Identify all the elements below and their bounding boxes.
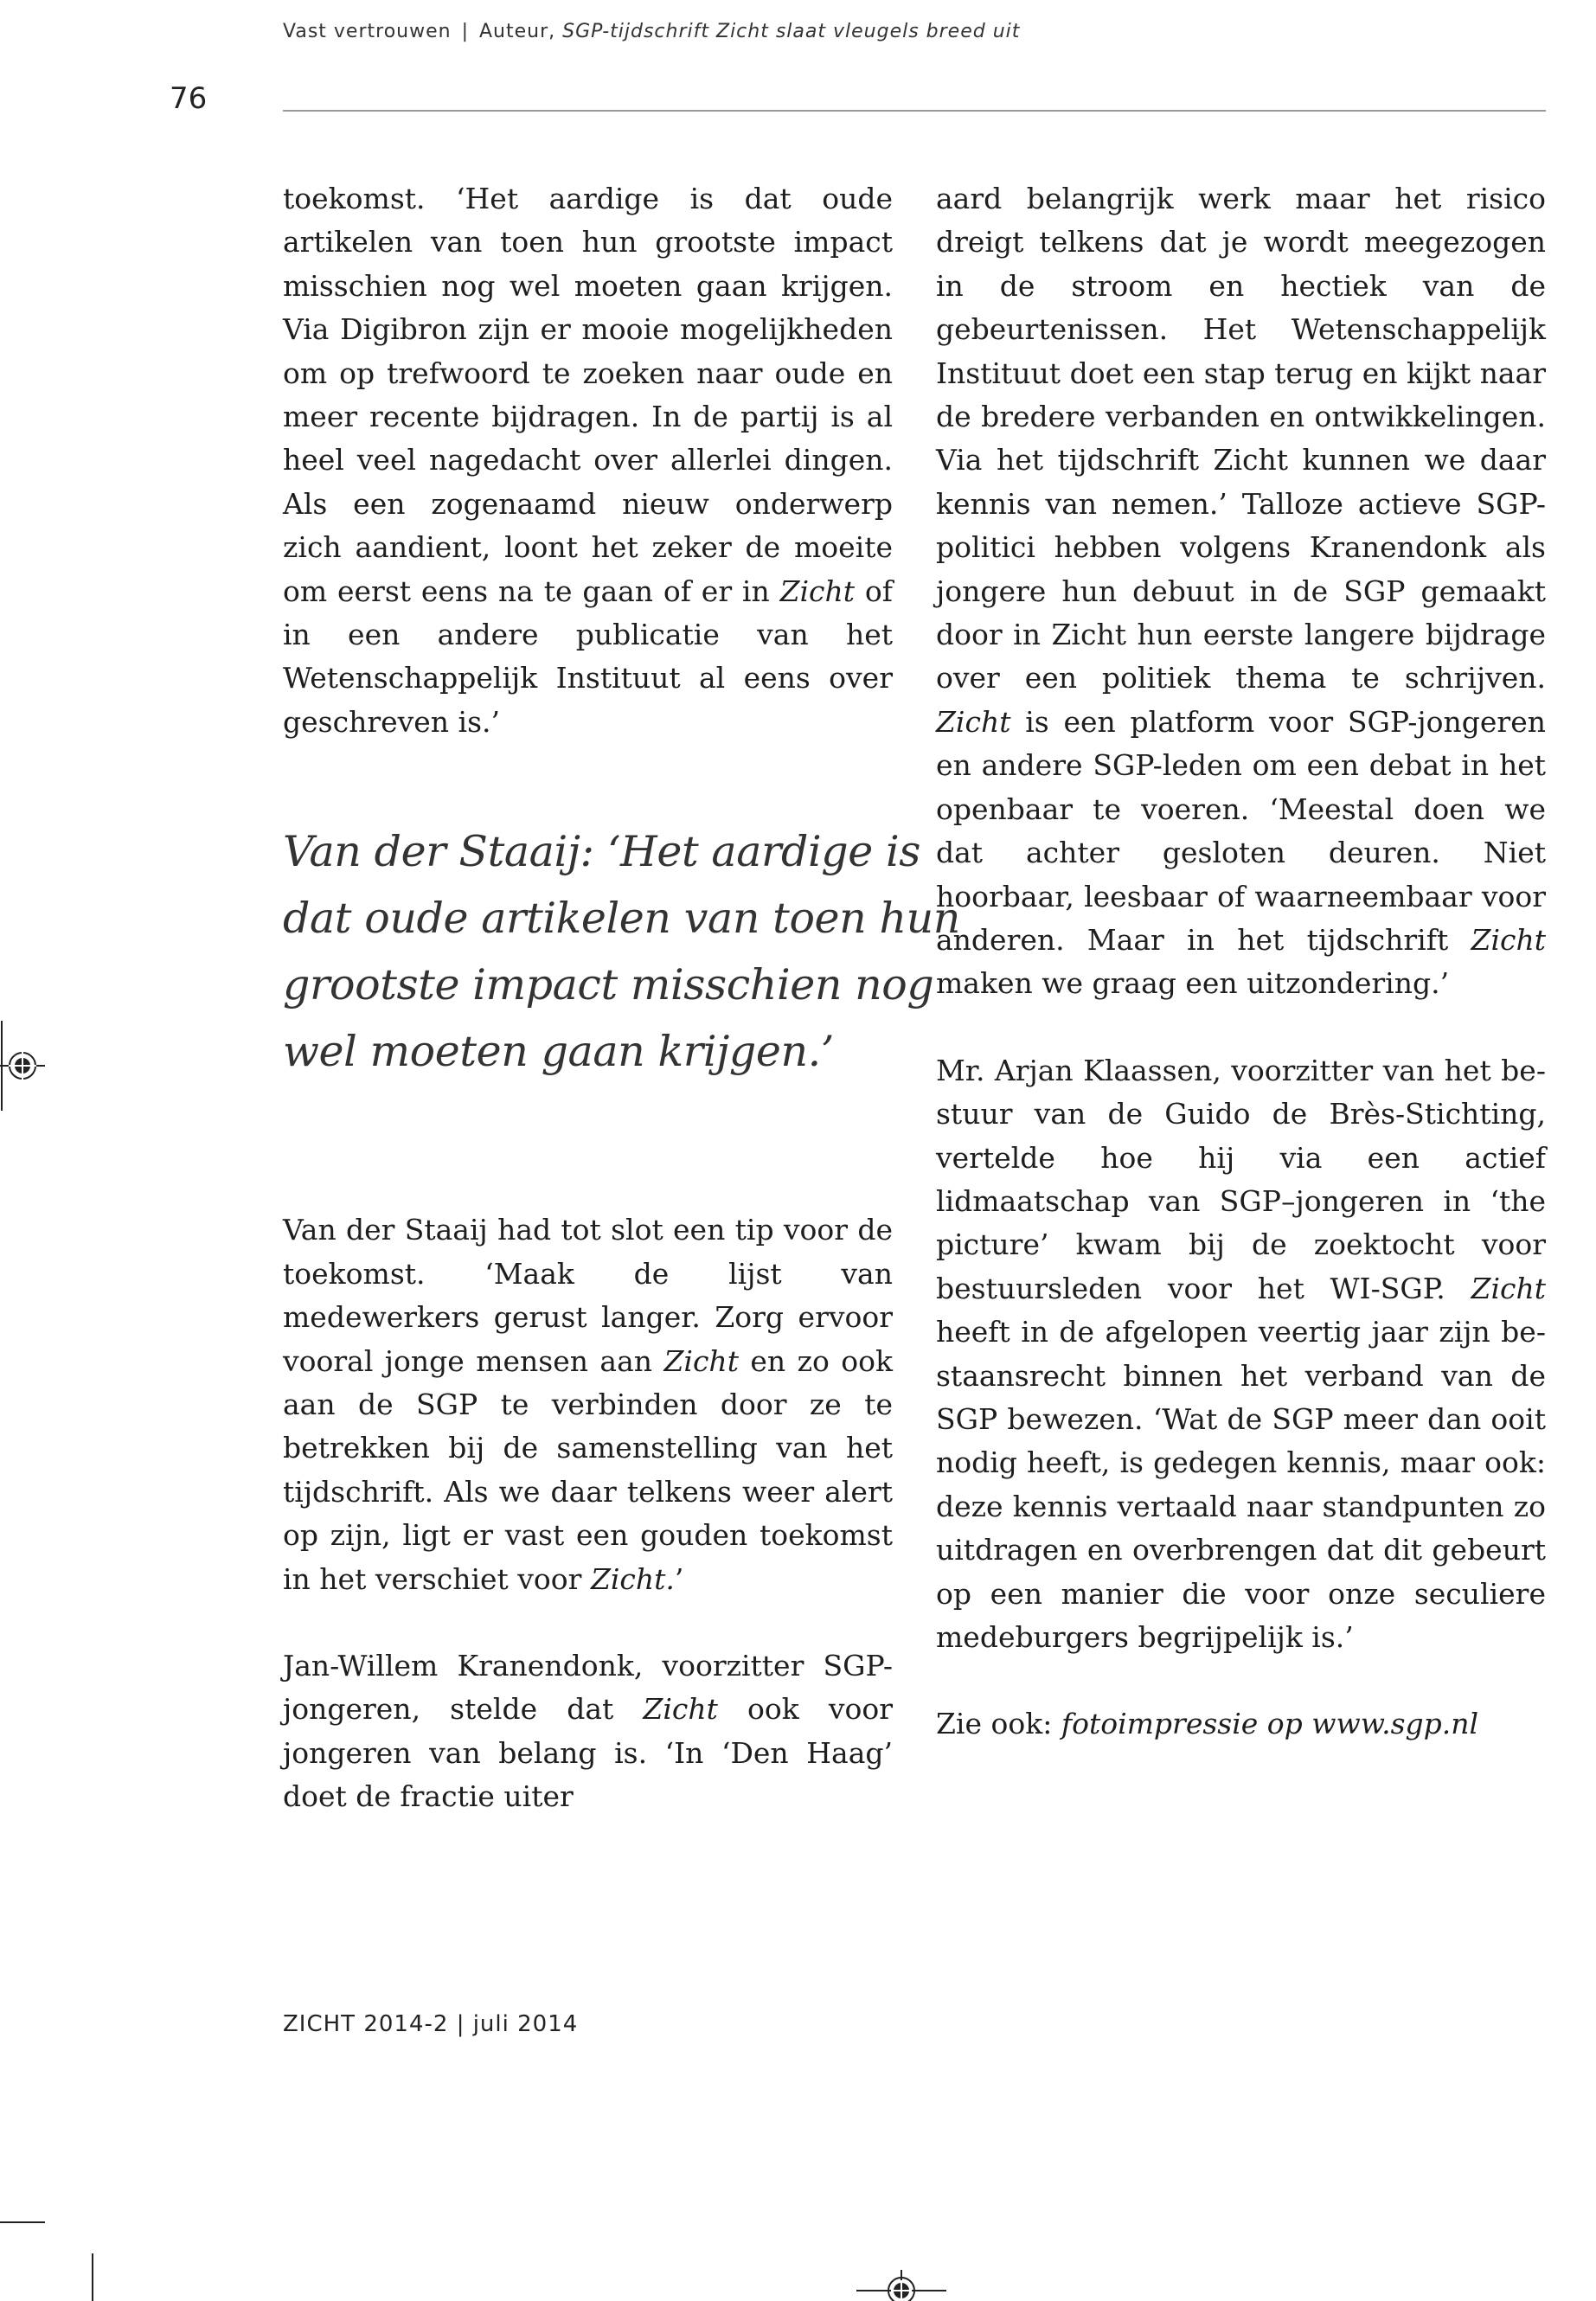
header-separator: | [461,21,469,42]
paragraph [936,177,1546,1006]
emphasis-text: Zicht [663,1343,739,1378]
emphasis-text: Zicht [1471,922,1546,957]
registration-mark-icon [856,2245,946,2301]
pull-quote [283,818,960,1085]
paragraph-text: ’ [674,1561,684,1596]
pull-quote-line: wel moeten gaan krijgen.’ [283,1027,834,1077]
right-column [936,177,1546,1747]
pull-quote-line: Van der Staaij: ‘Het aardige is [283,827,921,877]
emphasis-text: Zicht [779,574,856,608]
header-title: SGP-tijdschrift Zicht slaat vleugels breed uit [562,21,1021,42]
left-column [283,177,960,1819]
paragraph-text: Zie ook: [936,1707,1053,1741]
emphasis-text: Zicht [643,1692,718,1727]
paragraph [283,1208,893,1601]
paragraph-text: en zo ook aan de SGP te verbinden door ze te betrekken bij de samenstelling van het tijdschrift. Als we daar telkens weer alert op zijn, ligt er vast een gouden toekomst in het verschiet voor [283,1343,893,1596]
paragraph [283,177,893,744]
paragraph-text: toekomst. ‘Het aardige is dat oude artikelen van toen hun grootste impact misschien nog wel moeten gaan krijgen. Via Digibron zijn er mooie mogelijkheden om op trefwoord te zoeken naar oude en meer recente bijdragen. In de partij is al heel veel nagedacht over allerlei dingen. Als een zogenaamd nieuw onderwerp zich aandient, loont het zeker de moeite om eerst eens na te gaan of er in [283,182,893,608]
pull-quote-line: dat oude artikelen van toen hun [283,894,960,944]
paragraph [936,1049,1546,1660]
paragraph-text: Van der Staaij had tot slot een tip voor de toekomst. ‘Maak de lijst van medewerkers gerust langer. Zorg ervoor vooral jonge mensen aan [283,1213,893,1378]
see-also-link-text: fotoimpressie op www.sgp.nl [1061,1707,1479,1741]
paragraph-text: of in een andere publicatie van het Wetenschappelijk Instituut al eens over geschreven is.’ [283,574,893,739]
paragraph-text: heeft in de afgelopen veertig jaar zijn bestaansrecht binnen het verband van de SGP bewezen. ‘Wat de SGP meer dan ooit nodig heeft, is gedegen kennis, maar ook: deze kennis vertaald naar standpunten zo uitdragen en overbrengen dat dit gebeurt op een manier die voor onze seculiere medeburgers begrijpelijk is.’ [936,1315,1546,1654]
registration-mark-icon [0,1021,45,1111]
paragraph-text: ook voor jongeren van belang is. ‘In ‘Den Haag’ doet de fractie uiter [283,1692,894,1814]
issue-footer: ZICHT 2014-2 | juli 2014 [283,2011,579,2037]
page-number: 76 [170,81,208,116]
paragraph [283,1644,893,1819]
emphasis-text: Zicht. [590,1561,675,1596]
paragraph-text: aard belangrijk werk maar het risico dreigt telkens dat je wordt meegezogen in de stroom en hectiek van de gebeurtenissen. Het Wetenschappelijk Instituut doet een stap terug en kijkt naar de bredere verbanden en ontwikkelingen. Via het tijdschrift Zicht kunnen we daar kennis van nemen.’ Talloze actieve SGP-politici hebben volgens Kranendonk als jongere hun debuut in de SGP gemaakt door in Zicht hun eerste langere bijdrage over een politiek thema te schrijven. [936,182,1546,695]
paragraph-text: Mr. Arjan Klaassen, voorzitter van het bestuur van de Guido de Brès-Stichting, vertelde hoe hij via een actief lidmaatschap van SGP–jongeren in ‘the picture’ kwam bij de zoektocht voor bestuursleden voor het WI-SGP. [936,1053,1546,1305]
see-also [936,1702,1546,1746]
paragraph-text: Jan-Willem Kranendonk, voorzitter SGP-jongeren, stelde dat [283,1648,893,1727]
emphasis-text: Zicht [1471,1271,1546,1305]
header-section: Vast vertrouwen [283,21,452,42]
paragraph-text: is een platform voor SGP-jongeren en andere SGP-leden om een debat in het openbaar te voeren. ‘Meestal doen we dat achter gesloten deuren. Niet hoorbaar, leesbaar of waarneembaar voor anderen. Maar in het tijdschrift [936,704,1546,957]
header-author: Auteur, [479,21,556,42]
crop-mark [92,2253,93,2301]
paragraph-text: maken we graag een uitzondering.’ [936,966,1450,1001]
emphasis-text: Zicht [936,704,1011,739]
pull-quote-line: grootste impact misschien nog [283,960,934,1010]
header-rule [283,110,1546,112]
running-header [283,21,1546,42]
crop-mark [0,2221,45,2223]
